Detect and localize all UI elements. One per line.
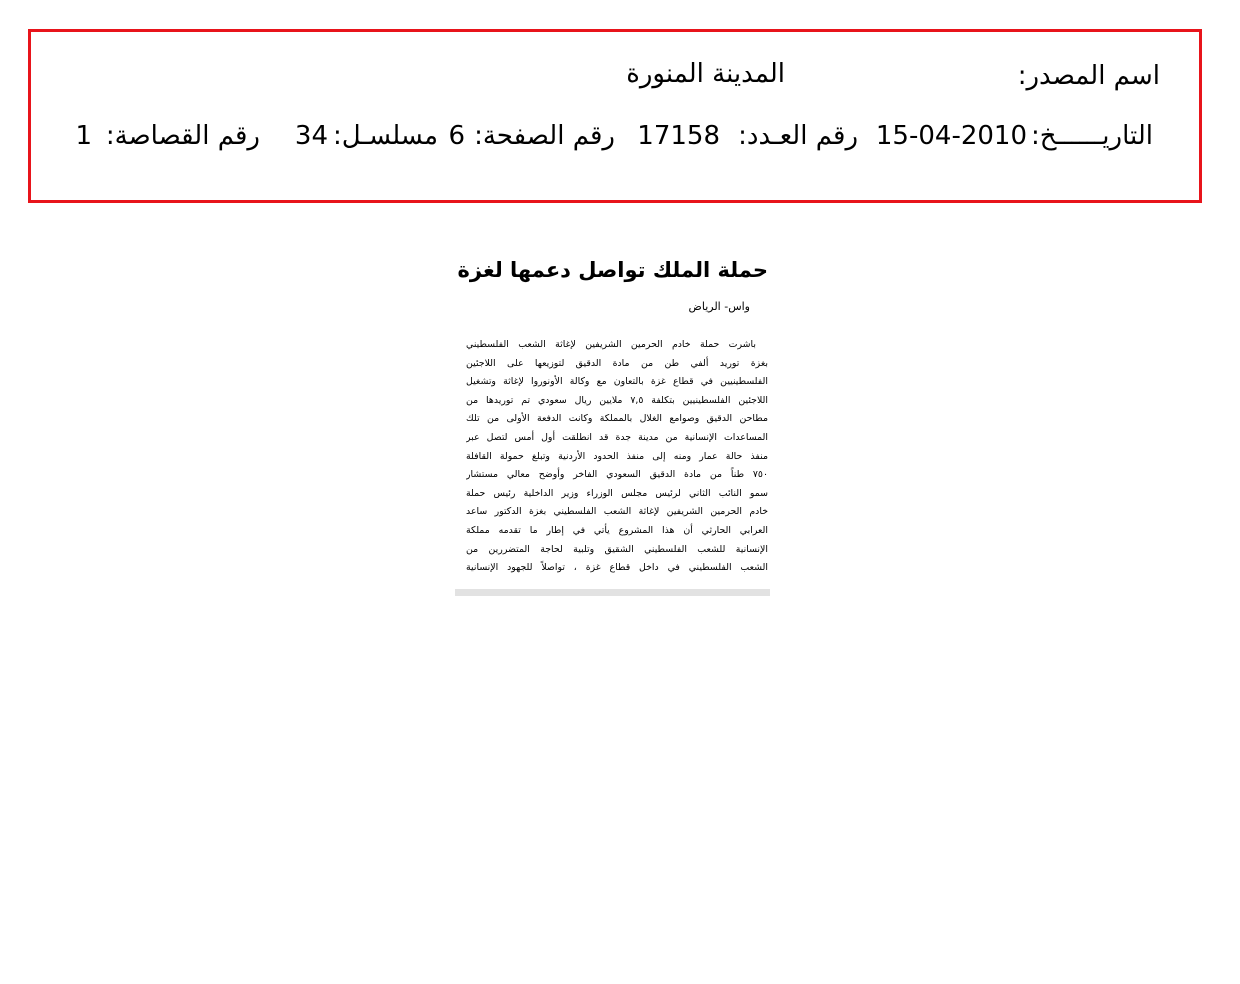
article-line: اللاجئين الفلسطينيين بتكلفة ٧,٥ ملايين ريال سعودي تم توريدها من (466, 394, 768, 406)
clipping-bottom-edge (455, 589, 770, 596)
article-line: خادم الحرمين الشريفين لإغاثة الشعب الفلسطيني بغزة الدكتور ساعد (466, 506, 768, 518)
article-byline: واس- الرياض (688, 300, 750, 313)
source-label: اسم المصدر: (1017, 61, 1160, 91)
clip-label: رقم القصاصة: (105, 121, 260, 151)
article-line: باشرت حملة خادم الحرمين الشريفين لإغاثة الشعب الفلسطيني (466, 339, 756, 350)
article-title: حملة الملك تواصل دعمها لغزة (457, 258, 768, 282)
clip-value: 1 (75, 121, 92, 151)
article-line: الفلسطينيين في قطاع غزة بالتعاون مع وكالة الأونوروا لإغاثة وتشغيل (466, 376, 768, 388)
article-line: سمو النائب الثاني لرئيس مجلس الوزراء وزير الداخلية رئيس حملة (466, 487, 768, 499)
article-line: الشعب الفلسطيني في داخل قطاع غزة ، تواصلاً للجهود الإنسانية (466, 562, 768, 574)
article-clipping (455, 250, 770, 596)
article-line: منفذ حالة عمار ومنه إلى منفذ الحدود الأردنية وتبلغ حمولة القافلة (466, 450, 768, 462)
article-line: المساعدات الإنسانية من مدينة جدة قد انطلقت أول أمس لتصل عبر (466, 431, 768, 443)
page-label: رقم الصفحة: (474, 121, 615, 151)
source-value: المدينة المنورة (626, 59, 785, 89)
page-value: 6 (448, 121, 465, 151)
serial-label: مسلسـل: (333, 121, 438, 151)
issue-label: رقم العـدد: (738, 121, 858, 151)
article-line: بغزة توريد ألفي طن من مادة الدقيق لتوزيعها على اللاجئين (466, 357, 768, 369)
article-line: الإنسانية للشعب الفلسطيني الشقيق وتلبية لحاجة المتضررين من (466, 543, 768, 555)
date-label: التاريــــــخ: (1031, 121, 1153, 151)
article-body (466, 336, 768, 578)
article-line: العرابي الحارثي أن هذا المشروع يأتي في إطار ما تقدمه مملكة (466, 524, 768, 536)
metadata-header-box (28, 29, 1202, 203)
article-line: ٧٥٠ طناً من مادة الدقيق السعودي الفاخر وأوضح معالي مستشار (466, 469, 768, 481)
date-value: 15-04-2010 (875, 121, 1027, 151)
serial-value: 34 (294, 121, 328, 151)
issue-value: 17158 (637, 121, 720, 151)
article-line: مطاحن الدقيق وصوامع الغلال بالمملكة وكانت الدفعة الأولى من تلك (466, 413, 768, 425)
